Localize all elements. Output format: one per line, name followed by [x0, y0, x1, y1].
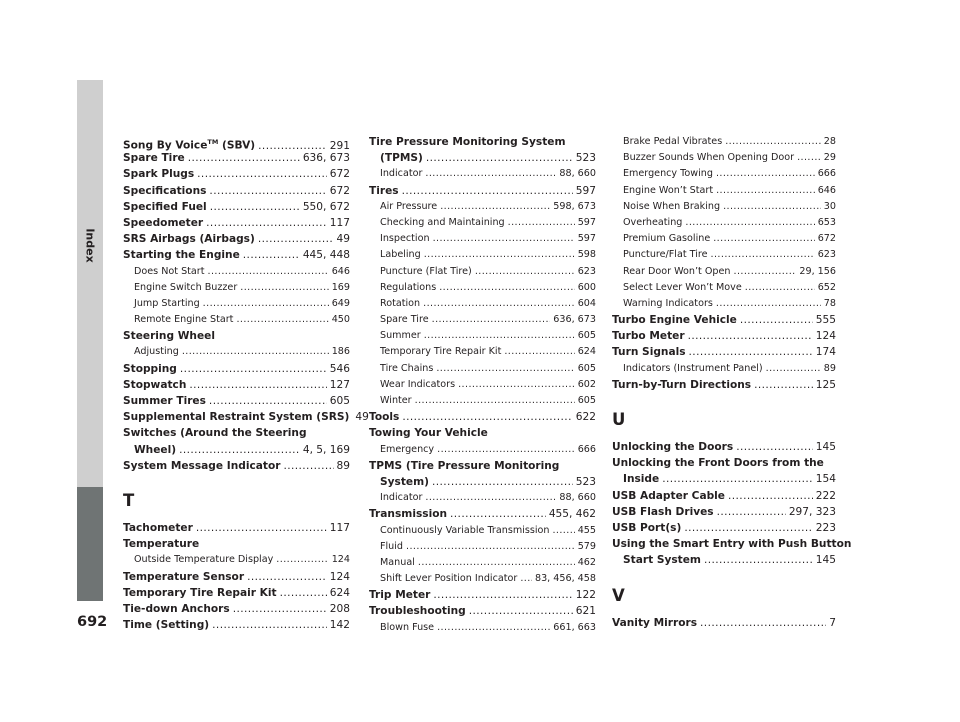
index-subentry[interactable]: Engine Won’t Start ..... 646: [612, 183, 836, 199]
index-subentry[interactable]: Noise When Braking ..... 30: [612, 199, 836, 215]
index-entry[interactable]: Start System ..... 145: [612, 552, 836, 568]
index-entry[interactable]: Temporary Tire Repair Kit ..... 624: [123, 585, 350, 601]
index-entry[interactable]: Starting the Engine ..... 445, 448: [123, 247, 350, 263]
index-column-1: [123, 134, 369, 633]
index-subentry[interactable]: Regulations ..... 600: [369, 280, 596, 296]
index-entry[interactable]: Turbo Meter ..... 124: [612, 328, 836, 344]
index-subentry[interactable]: Blown Fuse ..... 661, 663: [369, 620, 596, 636]
index-entry-line1: Tire Pressure Monitoring System: [369, 136, 566, 148]
index-subentry[interactable]: Temporary Tire Repair Kit ..... 624: [369, 344, 596, 360]
index-subentry[interactable]: Overheating ..... 653: [612, 215, 836, 231]
index-subentry[interactable]: Fluid ..... 579: [369, 539, 596, 555]
index-entry[interactable]: Specified Fuel ..... 550, 672: [123, 199, 350, 215]
index-entry[interactable]: Spare Tire ..... 636, 673: [123, 150, 350, 166]
index-entry[interactable]: Temperature Sensor ..... 124: [123, 569, 350, 585]
index-entry[interactable]: Trip Meter ..... 122: [369, 587, 596, 603]
index-subentry[interactable]: Labeling ..... 598: [369, 247, 596, 263]
index-entry[interactable]: Inside ..... 154: [612, 471, 836, 487]
index-entry[interactable]: Wheel) ..... 4, 5, 169: [123, 442, 350, 458]
index-subentry[interactable]: Manual ..... 462: [369, 555, 596, 571]
index-subentry[interactable]: Outside Temperature Display ..... 124: [123, 552, 350, 568]
index-entry[interactable]: Speedometer ..... 117: [123, 215, 350, 231]
index-subentry[interactable]: Select Lever Won’t Move ..... 652: [612, 280, 836, 296]
index-heading: Steering Wheel: [123, 330, 215, 343]
index-entry-line1: Unlocking the Front Doors from the: [612, 457, 824, 470]
index-subentry[interactable]: Puncture/Flat Tire ..... 623: [612, 247, 836, 263]
index-subentry[interactable]: Checking and Maintaining ..... 597: [369, 215, 596, 231]
index-subentry[interactable]: Emergency ..... 666: [369, 442, 596, 458]
index-subentry[interactable]: Rear Door Won’t Open ..... 29, 156: [612, 264, 836, 280]
index-subentry[interactable]: Indicator ..... 88, 660: [369, 166, 596, 182]
index-subentry[interactable]: Wear Indicators ..... 602: [369, 377, 596, 393]
index-column-3: [612, 134, 852, 631]
index-entry[interactable]: Time (Setting) ..... 142: [123, 617, 350, 633]
index-entry-line1: Switches (Around the Steering: [123, 427, 307, 440]
index-subentry[interactable]: Does Not Start ..... 646: [123, 264, 350, 280]
index-subentry[interactable]: Rotation ..... 604: [369, 296, 596, 312]
index-entry[interactable]: System) ..... 523: [369, 474, 596, 490]
index-heading: Temperature: [123, 538, 200, 551]
index-subentry[interactable]: Tire Chains ..... 605: [369, 361, 596, 377]
index-subentry[interactable]: Remote Engine Start ..... 450: [123, 312, 350, 328]
index-subentry[interactable]: Indicator ..... 88, 660: [369, 490, 596, 506]
index-heading: Towing Your Vehicle: [369, 427, 488, 440]
index-entry[interactable]: Turbo Engine Vehicle ..... 555: [612, 312, 836, 328]
index-entry-line1: Using the Smart Entry with Push Button: [612, 538, 852, 551]
index-subentry[interactable]: Indicators (Instrument Panel) ..... 89: [612, 361, 836, 377]
index-subentry[interactable]: Summer ..... 605: [369, 328, 596, 344]
index-entry[interactable]: Summer Tires ..... 605: [123, 393, 350, 409]
index-entry[interactable]: Supplemental Restraint System (SRS) 49: [123, 411, 369, 424]
index-subentry[interactable]: Air Pressure ..... 598, 673: [369, 199, 596, 215]
index-entry[interactable]: Vanity Mirrors ..... 7: [612, 615, 836, 631]
index-subentry[interactable]: Warning Indicators ..... 78: [612, 296, 836, 312]
index-subentry[interactable]: Shift Lever Position Indicator ..... 83, 456, 458: [369, 571, 596, 587]
section-letter: T: [123, 490, 135, 510]
section-tab-marker: [77, 487, 103, 601]
index-entry[interactable]: USB Flash Drives ..... 297, 323: [612, 504, 836, 520]
index-entry-line1: TPMS (Tire Pressure Monitoring: [369, 459, 560, 472]
index-entry[interactable]: Troubleshooting ..... 621: [369, 603, 596, 619]
index-subentry[interactable]: Buzzer Sounds When Opening Door ..... 29: [612, 150, 836, 166]
section-letter: V: [612, 585, 625, 605]
index-column-2: [369, 134, 596, 636]
index-entry[interactable]: Stopwatch ..... 127: [123, 377, 350, 393]
index-entry[interactable]: Unlocking the Doors ..... 145: [612, 439, 836, 455]
index-entry[interactable]: USB Port(s) ..... 223: [612, 520, 836, 536]
index-entry[interactable]: Tools ..... 622: [369, 409, 596, 425]
index-entry[interactable]: (TPMS) ..... 523: [369, 150, 596, 166]
index-subentry[interactable]: Continuously Variable Transmission ..... 455: [369, 523, 596, 539]
index-entry[interactable]: Stopping ..... 546: [123, 361, 350, 377]
index-entry[interactable]: Specifications ..... 672: [123, 183, 350, 199]
section-tab-label: Index: [83, 227, 97, 263]
index-subentry[interactable]: Inspection ..... 597: [369, 231, 596, 247]
index-entry[interactable]: Turn Signals ..... 174: [612, 344, 836, 360]
index-subentry[interactable]: Adjusting ..... 186: [123, 344, 350, 360]
index-subentry[interactable]: Engine Switch Buzzer ..... 169: [123, 280, 350, 296]
index-subentry[interactable]: Puncture (Flat Tire) ..... 623: [369, 264, 596, 280]
index-subentry[interactable]: Premium Gasoline ..... 672: [612, 231, 836, 247]
index-subentry[interactable]: Emergency Towing ..... 666: [612, 166, 836, 182]
index-subentry[interactable]: Jump Starting ..... 649: [123, 296, 350, 312]
index-entry[interactable]: Song By Voice™ (SBV) ..... 291: [123, 134, 350, 150]
index-entry[interactable]: Tires ..... 597: [369, 183, 596, 199]
index-subentry[interactable]: Spare Tire ..... 636, 673: [369, 312, 596, 328]
index-entry[interactable]: Spark Plugs ..... 672: [123, 166, 350, 182]
page-number: 692: [77, 614, 108, 630]
index-entry[interactable]: System Message Indicator ..... 89: [123, 458, 350, 474]
index-entry[interactable]: USB Adapter Cable ..... 222: [612, 488, 836, 504]
index-entry[interactable]: Turn-by-Turn Directions ..... 125: [612, 377, 836, 393]
index-subentry[interactable]: Winter ..... 605: [369, 393, 596, 409]
section-letter: U: [612, 410, 626, 429]
index-entry[interactable]: Transmission ..... 455, 462: [369, 506, 596, 522]
index-entry[interactable]: SRS Airbags (Airbags) ..... 49: [123, 231, 350, 247]
index-entry[interactable]: Tie-down Anchors ..... 208: [123, 601, 350, 617]
index-entry[interactable]: Tachometer ..... 117: [123, 520, 350, 536]
index-subentry[interactable]: Brake Pedal Vibrates ..... 28: [612, 134, 836, 150]
